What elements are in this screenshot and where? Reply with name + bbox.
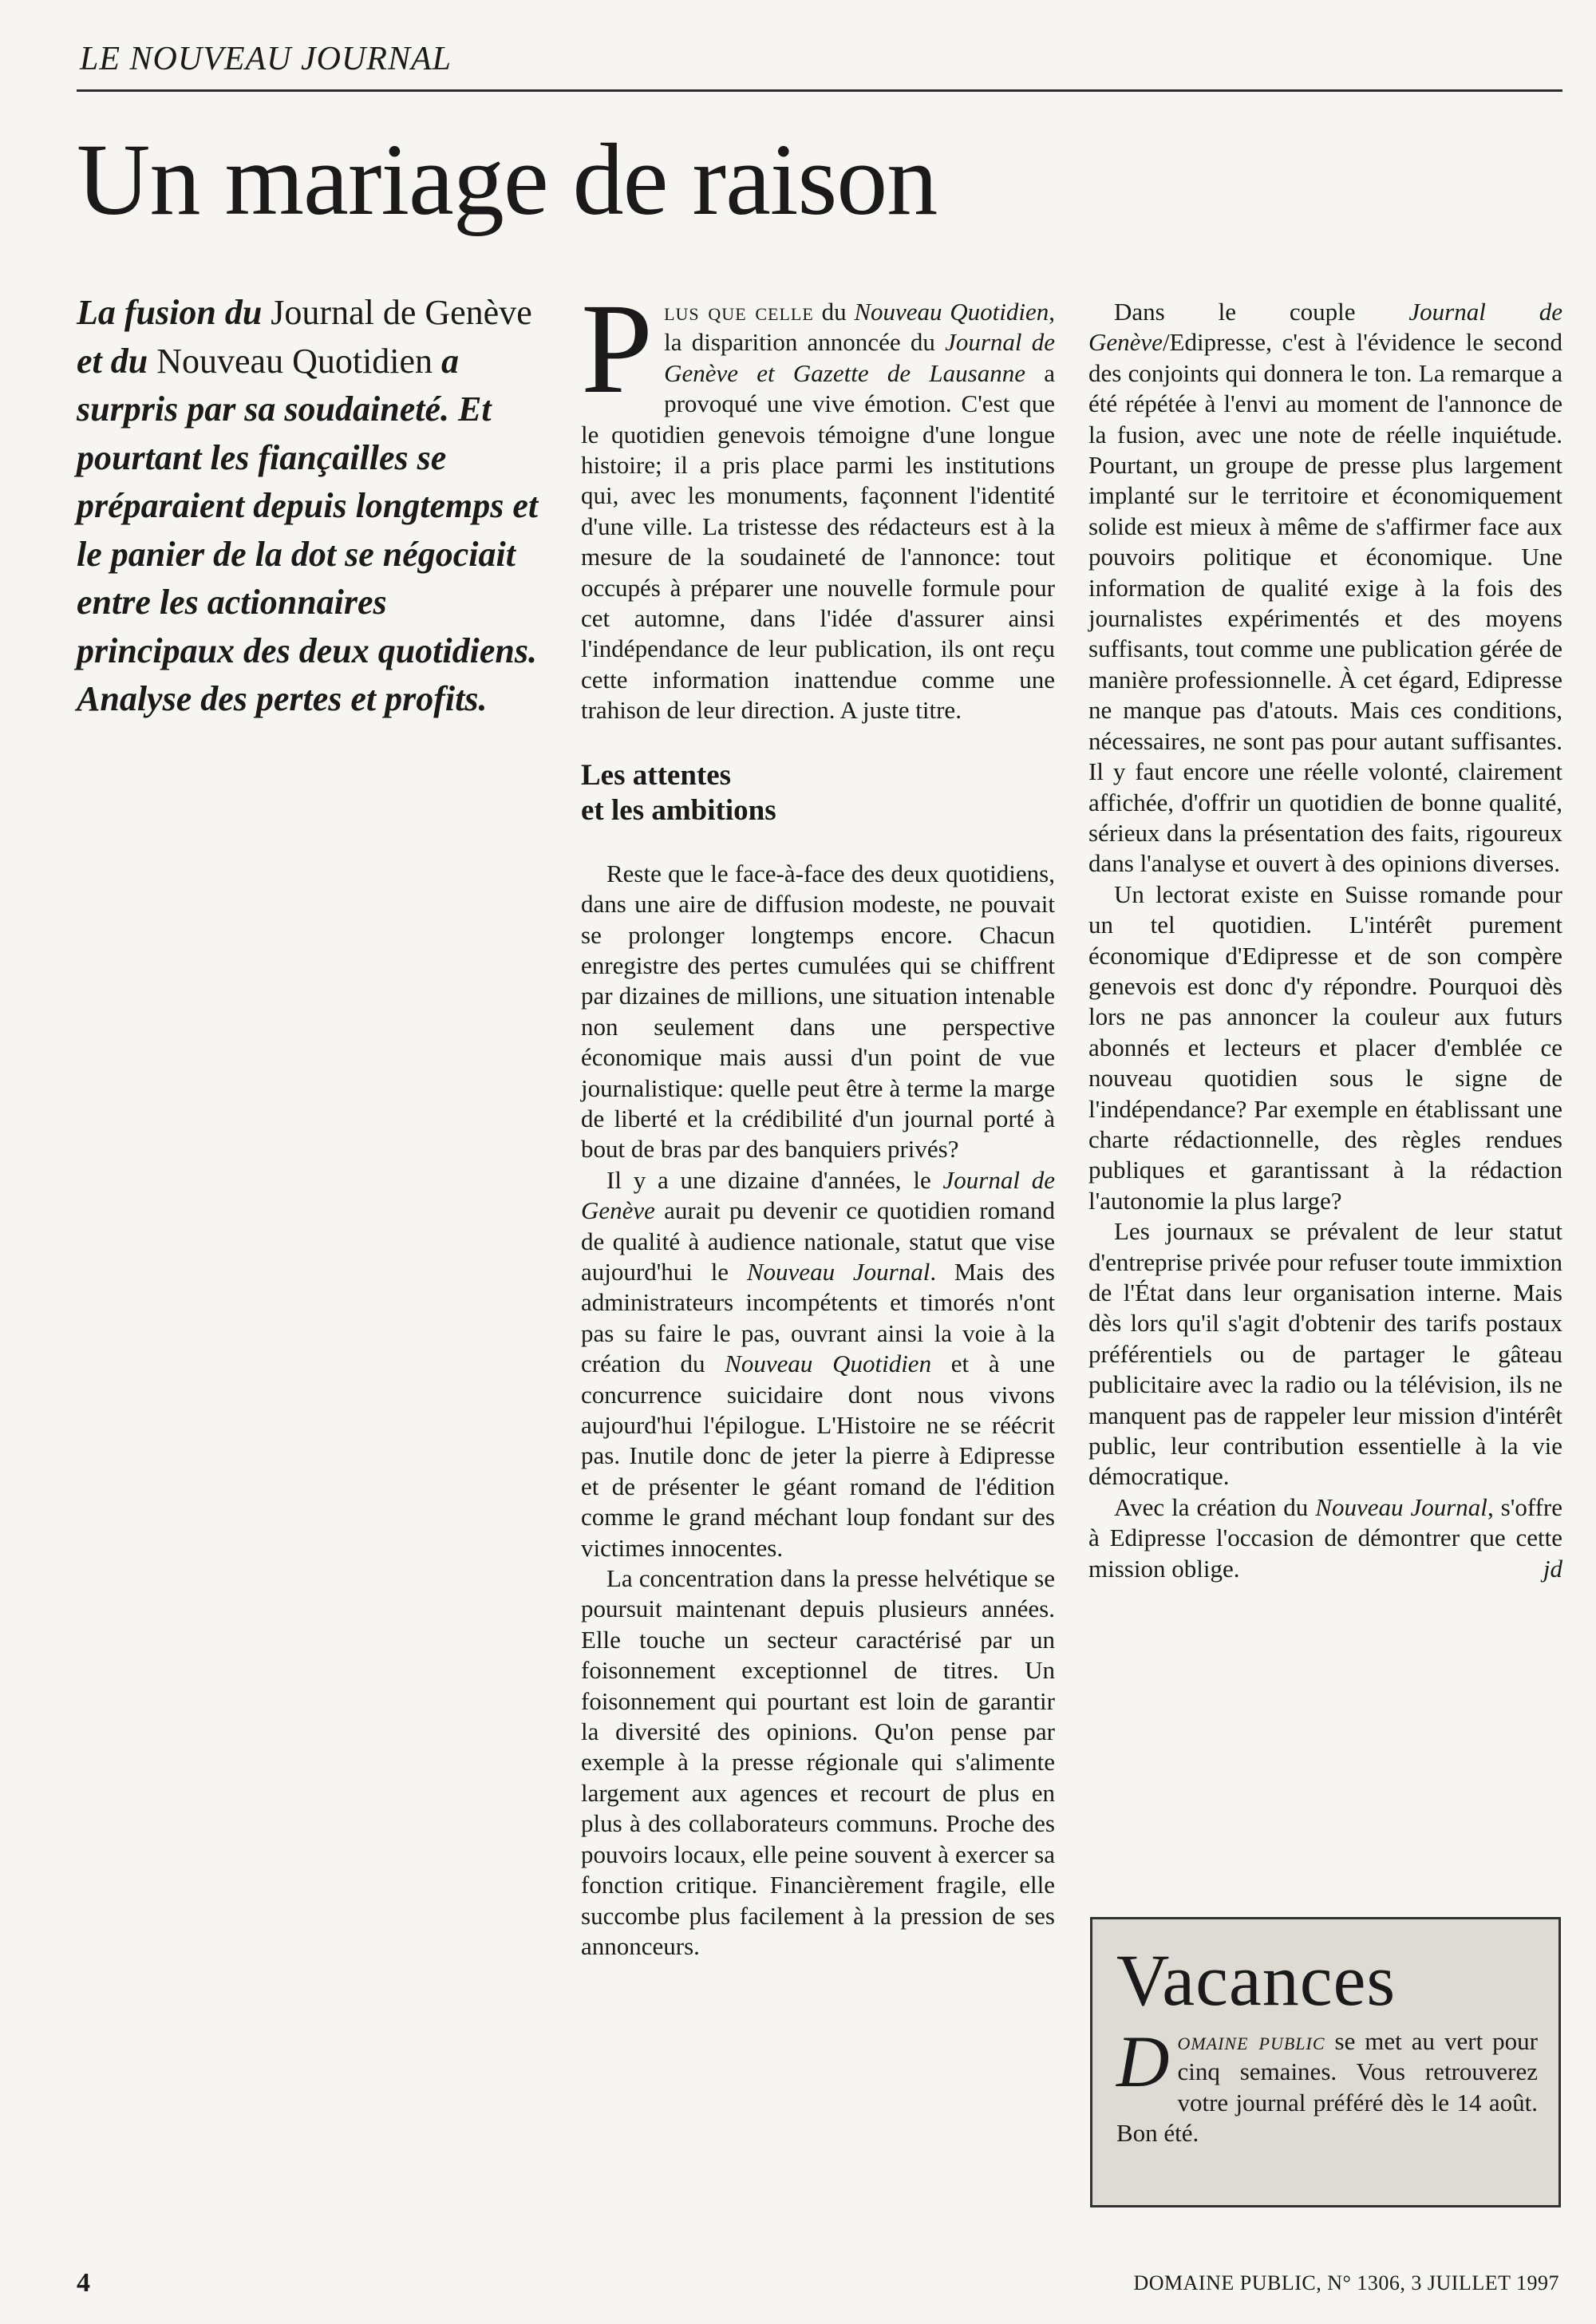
article-title: Un mariage de raison [77, 123, 938, 236]
paragraph: La concentration dans la presse helvétique se poursuit maintenant depuis plusieurs années. Elle touche un secteur caractérisé par un foisonnement exceptionnel de titres. Un foisonnement qui pourtant est loin de garantir la diversité des opinions. Qu'on pense par exemple à la presse régionale qui s'alimente largement aux agences et recourt de plus en plus à des collaborateurs communs. Proche des pouvoirs locaux, elle peine souvent à exercer sa fonction critique. Financièrement fragile, elle succombe plus facilement à la pression de ses annonceurs. [581, 1564, 1055, 1960]
italic-run: Journal de Genève et Gazette de Lausanne [664, 328, 1055, 387]
text-run: et à une concurrence suicidaire dont nous vivons aujourd'hui l'épilogue. L'Histoire ne se réécrit pas. Inutile donc de jeter la pierre à Edipresse et de présenter le géant romand de l'édition comme le grand méchant loup fondant sur des victimes innocentes. [581, 1350, 1056, 1562]
italic-run: Journal de Genève [581, 1165, 1055, 1225]
article-column-right [1088, 297, 1562, 1584]
lead-part: La fusion du [77, 293, 271, 332]
drop-cap: P [581, 278, 654, 421]
italic-run: Nouveau Quotidien [725, 1350, 932, 1378]
italic-run: Nouveau Journal [1315, 1492, 1487, 1521]
text-run: du [813, 298, 855, 326]
issue-line: DOMAINE PUBLIC, N° 1306, 3 JUILLET 1997 [1133, 2271, 1559, 2294]
subheading [581, 758, 1055, 828]
article-column-middle [581, 278, 1056, 1962]
paragraph [581, 1165, 1055, 1563]
small-caps-opening: omaine public [1177, 2027, 1325, 2055]
lead-part: a surpris par sa soudaineté. Et pourtant les fiançailles se préparaient depuis longtemps et le panier de la dot se négociait entre les actionnaires principaux des deux quotidiens. Analyse des pertes et profits. [77, 341, 539, 718]
text-run: /Edipresse, c'est à l'évidence le second des conjoints qui donnera le ton. La remarque a été répétée à l'envi au moment de l'annonce de la fusion, avec une note de réelle inquiétude. Pourtant, un groupe de presse plus largement implanté sur le territoire et économiquement solide est mieux à même de s'affirmer face aux pouvoirs politique et économique. Une information de qualité exige à la fois des journalistes expérimentés et des moyens suffisants, tout comme une publication gérée de manière professionnelle. À cet égard, Edipresse ne manque pas d'atouts. Mais ces conditions, nécessaires, ne sont pas pour autant suffisantes. Il y faut encore une réelle volonté, clairement affichée, d'offrir un quotidien de bonne qualité, sérieux dans la présentation des faits, rigoureux dans l'analyse et ouvert à des opinions diverses. [1088, 328, 1562, 878]
small-caps-opening: lus que celle [664, 298, 814, 326]
vacances-notice-box [1090, 1917, 1561, 2207]
text-run: aurait pu devenir ce quotidien romand de qualité à audience nationale, statut que vise aujourd'hui le [581, 1196, 1055, 1286]
subheading-line: Les attentes [581, 758, 732, 792]
header-rule [77, 89, 1562, 92]
lead-part: Nouveau Quotidien [156, 341, 442, 381]
subheading-line: et les ambitions [581, 793, 776, 827]
page-number: 4 [77, 2268, 90, 2298]
text-run: , la disparition annoncée du [664, 298, 1055, 357]
article-lead [77, 289, 547, 724]
paragraph [1088, 1492, 1562, 1584]
text-run: . Mais des administrateurs incompétents et timorés n'ont pas su faire le pas, ouvrant ainsi la voie à la création du [581, 1257, 1055, 1378]
paragraph: Un lectorat existe en Suisse romande pour un tel quotidien. L'intérêt purement économique d'Edipresse et de son compère genevois est donc d'y répondre. Pourquoi dès lors ne pas annoncer la couleur aux futurs abonnés et lecteurs et placer d'emblée ce nouveau quotidien sous le signe de l'indépendance? Par exemple en établissant une charte rédactionnelle, des règles rendues publiques et garantissant à la rédaction l'autonomie la plus large? [1088, 879, 1562, 1215]
paragraph [1088, 297, 1562, 879]
drop-cap: D [1116, 2021, 1170, 2102]
italic-run: Journal de Genève [1088, 298, 1562, 357]
paragraph [581, 278, 1055, 726]
lead-part: et du [77, 341, 157, 381]
paragraph: Reste que le face-à-face des deux quotidiens, dans une aire de diffusion modeste, ne pouvait se prolonger longtemps encore. Chacun enregistre des pertes cumulées qui se chiffrent par dizaines de millions, une situation intenable non seulement dans une perspective économique mais aussi d'un point de vue journalistique: quelle peut être à terme la marge de liberté et la crédibilité d'un journal porté à bout de bras par des banquiers privés? [581, 859, 1055, 1164]
text-run: Dans le couple [1114, 298, 1409, 326]
italic-run: Nouveau Quotidien [854, 298, 1049, 326]
notice-title: Vacances [1116, 1939, 1396, 2021]
paragraph: Les journaux se prévalent de leur statut d'entreprise privée pour refuser toute immixtion de l'État dans leur organisation interne. Mais dès lors qu'il s'agit d'obtenir des tarifs postaux préférentiels ou de partager le gâteau publicitaire avec la radio ou la télévision, ils ne manquent pas de rappeler leur mission d'intérêt public, leur contribution essentielle à la vie démocratique. [1088, 1217, 1562, 1491]
italic-run: Nouveau Journal [746, 1257, 930, 1286]
notice-text [1116, 2021, 1538, 2149]
running-head: LE NOUVEAU JOURNAL [80, 41, 452, 77]
author-signature: jd [1543, 1554, 1562, 1583]
text-run: Avec la création du [1114, 1492, 1316, 1521]
lead-part: Journal [271, 293, 374, 332]
text-run: a provoqué une vive émotion. C'est que le quotidien genevois témoigne d'une longue histoire; il a pris place parmi les institutions qui, avec les monuments, façonnent l'identité d'une ville. La tristesse des rédacteurs est à la mesure de la soudaineté de l'annonce: tout occupés à préparer une nouvelle formule pour cet automne, dans l'idée d'assurer ainsi l'indépendance de leur publication, ils ont reçu cette information inattendue comme une trahison de leur direction. A juste titre. [581, 358, 1055, 725]
lead-part: de Genève [373, 293, 532, 332]
text-run: , s'offre à Edipresse l'occasion de démontrer que cette mission oblige. [1088, 1492, 1563, 1583]
text-run: Il y a une dizaine d'années, le [606, 1165, 943, 1194]
text-run: se met au vert pour cinq semaines. Vous retrouverez votre journal préféré dès le 14 août. Bon été. [1116, 2027, 1538, 2148]
